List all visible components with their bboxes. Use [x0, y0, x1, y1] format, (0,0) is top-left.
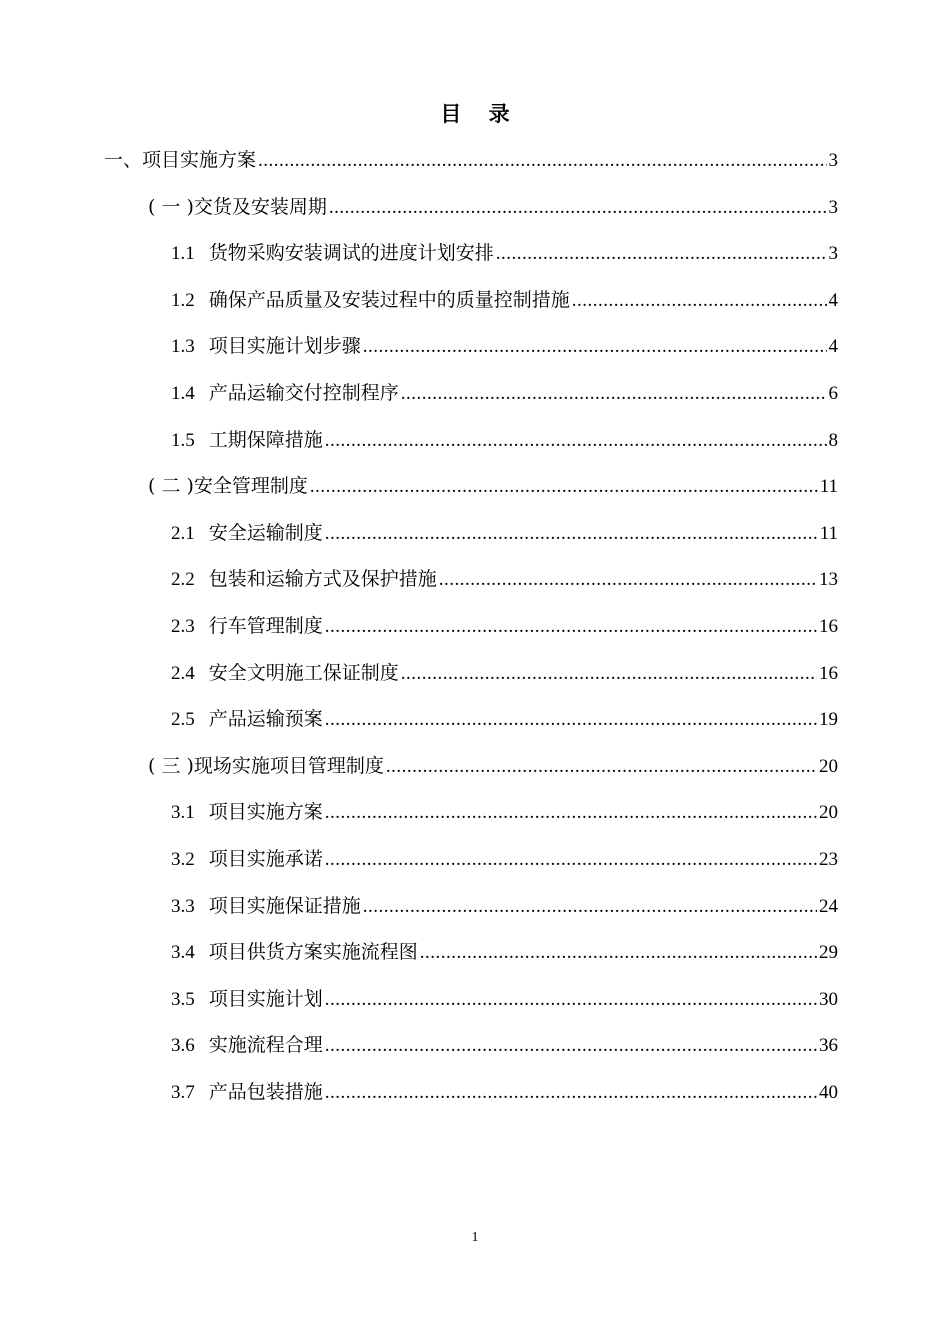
- toc-entry-label: [171, 427, 323, 454]
- toc-entry-page: 3: [828, 150, 838, 171]
- toc-dot-leader: [325, 614, 817, 640]
- toc-entry-label: [171, 1079, 323, 1106]
- toc-entry-page: 6: [828, 383, 838, 404]
- toc-entry-page: 24: [819, 896, 838, 917]
- toc-dot-leader: [325, 847, 817, 873]
- toc-entry-label: [171, 846, 323, 873]
- toc-dot-leader: [325, 1080, 817, 1106]
- toc-entry-page: 4: [828, 290, 838, 311]
- toc-entry[interactable]: [104, 147, 838, 174]
- toc-entry-text: 实施流程合理: [208, 1034, 323, 1056]
- toc-entry-label: [171, 566, 437, 593]
- toc-entry-label: [171, 706, 323, 733]
- toc-entry-number: 3.3: [171, 896, 195, 917]
- toc-entry-number: 3.2: [171, 849, 195, 870]
- toc-entry-number: 3.7: [171, 1082, 195, 1103]
- toc-entry-number: 2.4: [171, 663, 195, 684]
- toc-dot-leader: [363, 334, 827, 360]
- toc-entry-number: 2.2: [171, 569, 195, 590]
- toc-entry-page: 13: [819, 569, 838, 590]
- toc-entry[interactable]: [171, 566, 838, 593]
- toc-dot-leader: [572, 288, 827, 314]
- toc-entry-page: 11: [819, 523, 838, 544]
- toc-entry-text: ( 二 )安全管理制度: [148, 475, 308, 497]
- toc-entry-number: 3.5: [171, 989, 195, 1010]
- toc-dot-leader: [329, 195, 827, 221]
- page-title: 目 录: [440, 101, 520, 126]
- toc-entry[interactable]: [148, 753, 838, 780]
- toc-entry[interactable]: [171, 986, 838, 1013]
- toc-entry[interactable]: [148, 473, 838, 500]
- toc-entry-text: 确保产品质量及安装过程中的质量控制措施: [208, 289, 570, 311]
- toc-entry-text: 项目实施方案: [208, 801, 323, 823]
- toc-dot-leader: [420, 940, 817, 966]
- page-number: 1: [471, 1230, 479, 1245]
- toc-entry-label: [171, 333, 361, 360]
- toc-entry-page: 30: [819, 989, 838, 1010]
- toc-entry-page: 20: [819, 802, 838, 823]
- toc-entry-label: [148, 473, 308, 499]
- toc-entry-label: [148, 753, 384, 779]
- toc-entry-label: [171, 799, 323, 826]
- toc-entry[interactable]: [171, 706, 838, 733]
- toc-entry-page: 23: [819, 849, 838, 870]
- toc-entry-page: 11: [819, 476, 838, 497]
- toc-entry-text: 项目实施保证措施: [208, 895, 361, 917]
- toc-entry-text: 项目实施承诺: [208, 848, 323, 870]
- toc-entry-label: [171, 893, 361, 920]
- toc-entry[interactable]: [171, 427, 838, 454]
- toc-dot-leader: [439, 567, 817, 593]
- toc-dot-leader: [325, 707, 817, 733]
- toc-entry[interactable]: [171, 893, 838, 920]
- toc-entry-text: 安全运输制度: [208, 522, 323, 544]
- toc-entry-number: 1.4: [171, 383, 195, 404]
- toc-dot-leader: [325, 800, 817, 826]
- toc-entry-page: 3: [828, 197, 838, 218]
- toc-entry-text: 项目供货方案实施流程图: [208, 941, 418, 963]
- toc-dot-leader: [258, 148, 826, 174]
- toc-entry-page: 29: [819, 942, 838, 963]
- toc-entry-page: 16: [819, 616, 838, 637]
- toc-entry[interactable]: [171, 380, 838, 407]
- toc-entry-label: [171, 939, 418, 966]
- toc-entry-number: 3.1: [171, 802, 195, 823]
- toc-entry-number: 1.2: [171, 290, 195, 311]
- toc-dot-leader: [363, 894, 817, 920]
- toc-entry-label: [171, 613, 323, 640]
- toc-dot-leader: [325, 1033, 817, 1059]
- toc-entry-label: [148, 194, 327, 220]
- toc-entry-text: 货物采购安装调试的进度计划安排: [208, 242, 494, 264]
- toc-entry[interactable]: [148, 194, 838, 221]
- toc-entry-label: [171, 1032, 323, 1059]
- toc-entry-text: 行车管理制度: [208, 615, 323, 637]
- toc-entry-page: 16: [819, 663, 838, 684]
- toc-entry[interactable]: [171, 520, 838, 547]
- toc-dot-leader: [325, 987, 817, 1013]
- toc-entry-number: 1.1: [171, 243, 195, 264]
- toc-entry-text: ( 三 )现场实施项目管理制度: [148, 755, 384, 777]
- toc-entry-label: [171, 520, 323, 547]
- toc-entry[interactable]: [171, 1032, 838, 1059]
- toc-entry-text: 项目实施计划: [208, 988, 323, 1010]
- toc-entry-number: 3.4: [171, 942, 195, 963]
- toc-entry-label: [104, 147, 256, 173]
- toc-entry-number: 2.3: [171, 616, 195, 637]
- toc-entry-number: 1.3: [171, 336, 195, 357]
- toc-entry-label: [171, 240, 494, 267]
- toc-entry-text: 产品运输预案: [208, 708, 323, 730]
- toc-entry-text: 安全文明施工保证制度: [208, 662, 399, 684]
- toc-entry-page: 20: [819, 756, 838, 777]
- toc-dot-leader: [401, 381, 827, 407]
- toc-entry-text: 产品运输交付控制程序: [208, 382, 399, 404]
- toc-entry-label: [171, 380, 399, 407]
- toc-entry-text: 一、项目实施方案: [104, 149, 257, 171]
- toc-entry-page: 3: [828, 243, 838, 264]
- toc-entry-number: 1.5: [171, 430, 195, 451]
- toc-entry-label: [171, 287, 570, 314]
- toc-entry-text: 产品包装措施: [208, 1081, 323, 1103]
- toc-entry[interactable]: [171, 613, 838, 640]
- toc-entry-number: 2.5: [171, 709, 195, 730]
- toc-entry-page: 36: [819, 1035, 838, 1056]
- toc-entry-label: [171, 660, 399, 687]
- toc-entry-text: 包装和运输方式及保护措施: [208, 568, 437, 590]
- toc-entry-page: 4: [828, 336, 838, 357]
- toc-dot-leader: [401, 661, 817, 687]
- toc-entry-page: 40: [819, 1082, 838, 1103]
- toc-entry[interactable]: [171, 939, 838, 966]
- toc-dot-leader: [310, 474, 818, 500]
- toc-entry[interactable]: [171, 240, 838, 267]
- toc-entry-number: 2.1: [171, 523, 195, 544]
- toc-entry[interactable]: [171, 333, 838, 360]
- toc-dot-leader: [325, 428, 827, 454]
- toc-entry-page: 19: [819, 709, 838, 730]
- toc-entry-number: 3.6: [171, 1035, 195, 1056]
- toc-dot-leader: [386, 754, 817, 780]
- toc-entry[interactable]: [171, 1079, 838, 1106]
- toc-entry-text: 工期保障措施: [208, 429, 323, 451]
- toc-entry-text: 项目实施计划步骤: [208, 335, 361, 357]
- toc-entry[interactable]: [171, 799, 838, 826]
- toc-entry[interactable]: [171, 660, 838, 687]
- toc-dot-leader: [325, 521, 818, 547]
- toc-entry[interactable]: [171, 846, 838, 873]
- toc-entry[interactable]: [171, 287, 838, 314]
- toc-entry-page: 8: [828, 430, 838, 451]
- toc-dot-leader: [496, 241, 827, 267]
- toc-entry-text: ( 一 )交货及安装周期: [148, 196, 327, 218]
- toc-entry-label: [171, 986, 323, 1013]
